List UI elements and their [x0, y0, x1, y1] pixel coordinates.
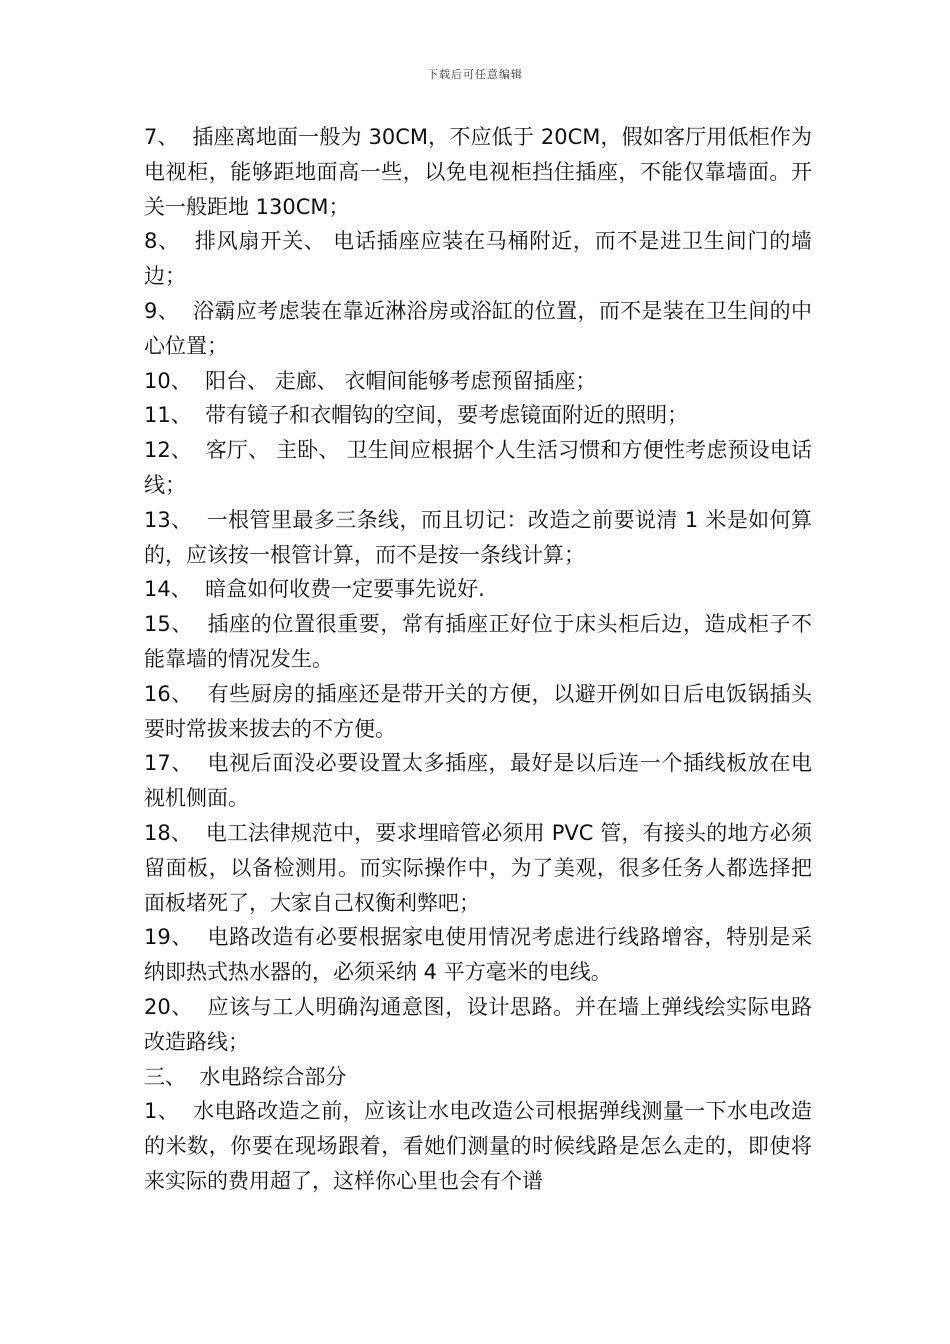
- paragraph-item-17: 17、 电视后面没必要设置太多插座，最好是以后连一个插线板放在电视机侧面。: [144, 751, 812, 811]
- page-header: 下载后可任意编辑: [427, 68, 523, 81]
- paragraph-item-9: 9、 浴霸应考虑装在靠近淋浴房或浴缸的位置，而不是装在卫生间的中心位置；: [144, 298, 812, 358]
- paragraph-item-18: 18、 电工法律规范中，要求埋暗管必须用 PVC 管，有接头的地方必须留面板，以备检测用。而实际操作中，为了美观，很多任务人都选择把面板堵死了，大家自己权衡利弊吧；: [144, 820, 812, 915]
- paragraph-item-10: 10、 阳台、 走廊、 衣帽间能够考虑预留插座；: [144, 368, 597, 393]
- paragraph-item-8: 8、 排风扇开关、 电话插座应装在马桶附近，而不是进卫生间门的墙边；: [144, 229, 812, 289]
- paragraph-item-20: 20、 应该与工人明确沟通意图，设计思路。并在墙上弹线绘实际电路改造路线；: [144, 994, 812, 1054]
- paragraph-item-16: 16、 有些厨房的插座还是带开关的方便，以避开例如日后电饭锅插头要时常拔来拔去的不方便。: [144, 681, 812, 741]
- paragraph-item-7: 7、 插座离地面一般为 30CM，不应低于 20CM，假如客厅用低柜作为电视柜，能够距地面高一些，以免电视柜挡住插座，不能仅靠墙面。开关一般距地 130CM；: [144, 125, 812, 219]
- paragraph-item-14: 14、 暗盒如何收费一定要事先说好.: [144, 577, 485, 602]
- paragraph-item-12: 12、 客厅、 主卧、 卫生间应根据个人生活习惯和方便性考虑预设电话线；: [144, 438, 812, 497]
- paragraph-item-19: 19、 电路改造有必要根据家电使用情况考虑进行线路增容，特别是采纳即热式热水器的，必须采纳 4 平方毫米的电线。: [144, 925, 812, 985]
- section-heading-3: 三、 水电路综合部分: [144, 1064, 347, 1089]
- paragraph-item-11: 11、 带有镜子和衣帽钩的空间，要考虑镜面附近的照明；: [144, 403, 689, 428]
- document-body: [144, 120, 812, 1199]
- paragraph-item-15: 15、 插座的位置很重要，常有插座正好位于床头柜后边，造成柜子不能靠墙的情况发生。: [144, 612, 812, 671]
- paragraph-item-1: 1、 水电路改造之前，应该让水电改造公司根据弹线测量一下水电改造的米数，你要在现场跟着，看她们测量的时候线路是怎么走的，即使将来实际的费用超了，这样你心里也会有个谱: [144, 1099, 812, 1193]
- paragraph-item-13: 13、 一根管里最多三条线，而且切记：改造之前要说清 1 米是如何算的，应该按一根管计算，而不是按一条线计算；: [144, 507, 812, 567]
